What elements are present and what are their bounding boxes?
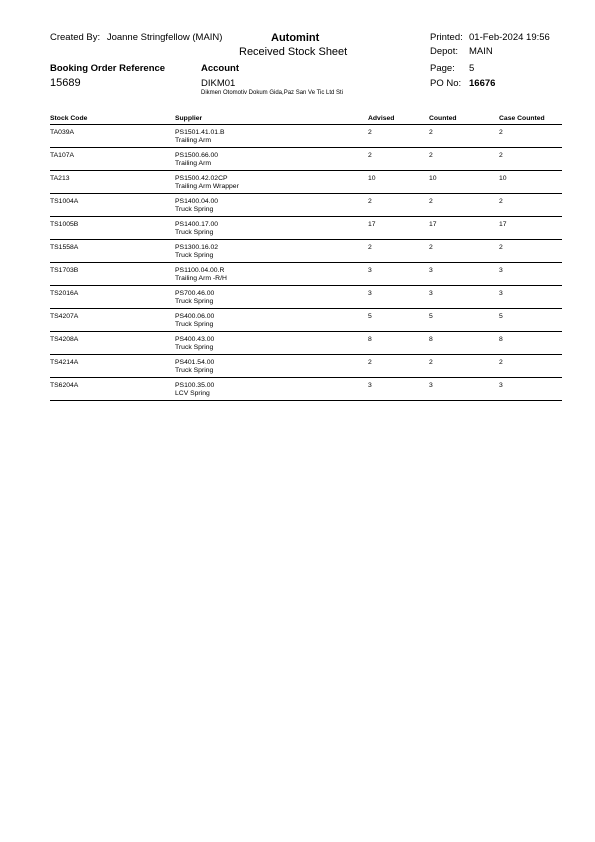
depot-value: MAIN (469, 46, 493, 57)
table-row (50, 263, 562, 286)
column-header-counted: Counted (429, 115, 457, 122)
item-description-cell: Trailing Arm -R/H (175, 275, 227, 282)
counted-cell: 2 (429, 198, 433, 205)
stock-table (50, 115, 562, 401)
case-counted-cell: 2 (499, 129, 503, 136)
counted-cell: 17 (429, 221, 437, 228)
column-header-case-counted: Case Counted (499, 115, 545, 122)
stock-code-cell: TS1558A (50, 244, 79, 251)
supplier-code-cell: PS1400.04.00 (175, 198, 219, 205)
advised-cell: 3 (368, 382, 372, 389)
supplier-code-cell: PS1501.41.01.B (175, 129, 225, 136)
stock-code-cell: TA039A (50, 129, 75, 136)
case-counted-cell: 3 (499, 290, 503, 297)
advised-cell: 8 (368, 336, 372, 343)
supplier-code-cell: PS100.35.00 (175, 382, 215, 389)
table-row (50, 332, 562, 355)
company-name: Automint (271, 32, 320, 44)
stock-code-cell: TA107A (50, 152, 75, 159)
booking-ref-value: 15689 (50, 77, 81, 89)
case-counted-cell: 2 (499, 198, 503, 205)
advised-cell: 10 (368, 175, 376, 182)
advised-cell: 5 (368, 313, 372, 320)
case-counted-cell: 17 (499, 221, 507, 228)
table-header (50, 115, 562, 124)
item-description-cell: Trailing Arm Wrapper (175, 183, 239, 190)
item-description-cell: Truck Spring (175, 321, 214, 328)
advised-cell: 17 (368, 221, 376, 228)
table-row (50, 217, 562, 240)
stock-code-cell: TS4207A (50, 313, 79, 320)
counted-cell: 3 (429, 290, 433, 297)
advised-cell: 2 (368, 198, 372, 205)
item-description-cell: Truck Spring (175, 298, 214, 305)
item-description-cell: Truck Spring (175, 206, 214, 213)
advised-cell: 3 (368, 290, 372, 297)
account-code: DIKM01 (201, 78, 236, 89)
stock-code-cell: TS6204A (50, 382, 79, 389)
stock-code-cell: TS4214A (50, 359, 79, 366)
case-counted-cell: 2 (499, 359, 503, 366)
printed-label: Printed: (430, 32, 463, 43)
supplier-code-cell: PS1400.17.00 (175, 221, 219, 228)
table-row (50, 194, 562, 217)
counted-cell: 2 (429, 152, 433, 159)
stock-code-cell: TS1004A (50, 198, 79, 205)
counted-cell: 3 (429, 382, 433, 389)
counted-cell: 10 (429, 175, 437, 182)
supplier-code-cell: PS1500.66.00 (175, 152, 219, 159)
item-description-cell: Truck Spring (175, 367, 214, 374)
table-row (50, 309, 562, 332)
counted-cell: 3 (429, 267, 433, 274)
printed-value: 01-Feb-2024 19:56 (469, 32, 550, 43)
item-description-cell: LCV Spring (175, 390, 210, 397)
supplier-code-cell: PS401.54.00 (175, 359, 215, 366)
case-counted-cell: 2 (499, 244, 503, 251)
supplier-code-cell: PS1100.04.00.R (175, 267, 225, 274)
stock-code-cell: TS4208A (50, 336, 79, 343)
case-counted-cell: 10 (499, 175, 507, 182)
item-description-cell: Truck Spring (175, 229, 214, 236)
table-row (50, 148, 562, 171)
advised-cell: 2 (368, 152, 372, 159)
stock-code-cell: TS1703B (50, 267, 79, 274)
advised-cell: 2 (368, 244, 372, 251)
advised-cell: 3 (368, 267, 372, 274)
table-row (50, 378, 562, 401)
case-counted-cell: 5 (499, 313, 503, 320)
depot-label: Depot: (430, 46, 458, 57)
booking-ref-label: Booking Order Reference (50, 63, 166, 74)
page-number: 5 (469, 63, 475, 74)
account-label: Account (201, 63, 239, 74)
supplier-code-cell: PS700.46.00 (175, 290, 215, 297)
counted-cell: 5 (429, 313, 433, 320)
table-body (50, 125, 562, 401)
stock-code-cell: TS2016A (50, 290, 79, 297)
column-header-advised: Advised (368, 115, 395, 122)
item-description-cell: Trailing Arm (175, 160, 212, 167)
case-counted-cell: 3 (499, 382, 503, 389)
item-description-cell: Trailing Arm (175, 137, 212, 144)
table-row (50, 286, 562, 309)
supplier-code-cell: PS1300.16.02 (175, 244, 219, 251)
created-by-value: Joanne Stringfellow (MAIN) (106, 32, 223, 43)
column-header-supplier: Supplier (175, 115, 203, 122)
table-row (50, 125, 562, 148)
po-number: 16676 (469, 78, 496, 89)
po-label: PO No: (430, 78, 462, 89)
stock-code-cell: TA213 (50, 175, 70, 182)
column-header-stock-code: Stock Code (50, 115, 88, 122)
case-counted-cell: 3 (499, 267, 503, 274)
item-description-cell: Truck Spring (175, 344, 214, 351)
case-counted-cell: 8 (499, 336, 503, 343)
supplier-code-cell: PS400.43.00 (175, 336, 215, 343)
supplier-code-cell: PS1500.42.02CP (175, 175, 228, 182)
report-title: Received Stock Sheet (239, 46, 348, 58)
supplier-code-cell: PS400.06.00 (175, 313, 215, 320)
account-name: Dikmen Otomotiv Dokum Gida,Paz San Ve Tic Ltd Sti (201, 90, 344, 96)
created-by (50, 32, 222, 43)
counted-cell: 2 (429, 129, 433, 136)
case-counted-cell: 2 (499, 152, 503, 159)
table-row (50, 171, 562, 194)
page-label: Page: (430, 63, 455, 74)
stock-code-cell: TS1005B (50, 221, 79, 228)
advised-cell: 2 (368, 129, 372, 136)
counted-cell: 2 (429, 244, 433, 251)
table-row (50, 240, 562, 263)
advised-cell: 2 (368, 359, 372, 366)
table-row (50, 355, 562, 378)
created-by-label: Created By: (50, 32, 101, 43)
counted-cell: 2 (429, 359, 433, 366)
counted-cell: 8 (429, 336, 433, 343)
item-description-cell: Truck Spring (175, 252, 214, 259)
